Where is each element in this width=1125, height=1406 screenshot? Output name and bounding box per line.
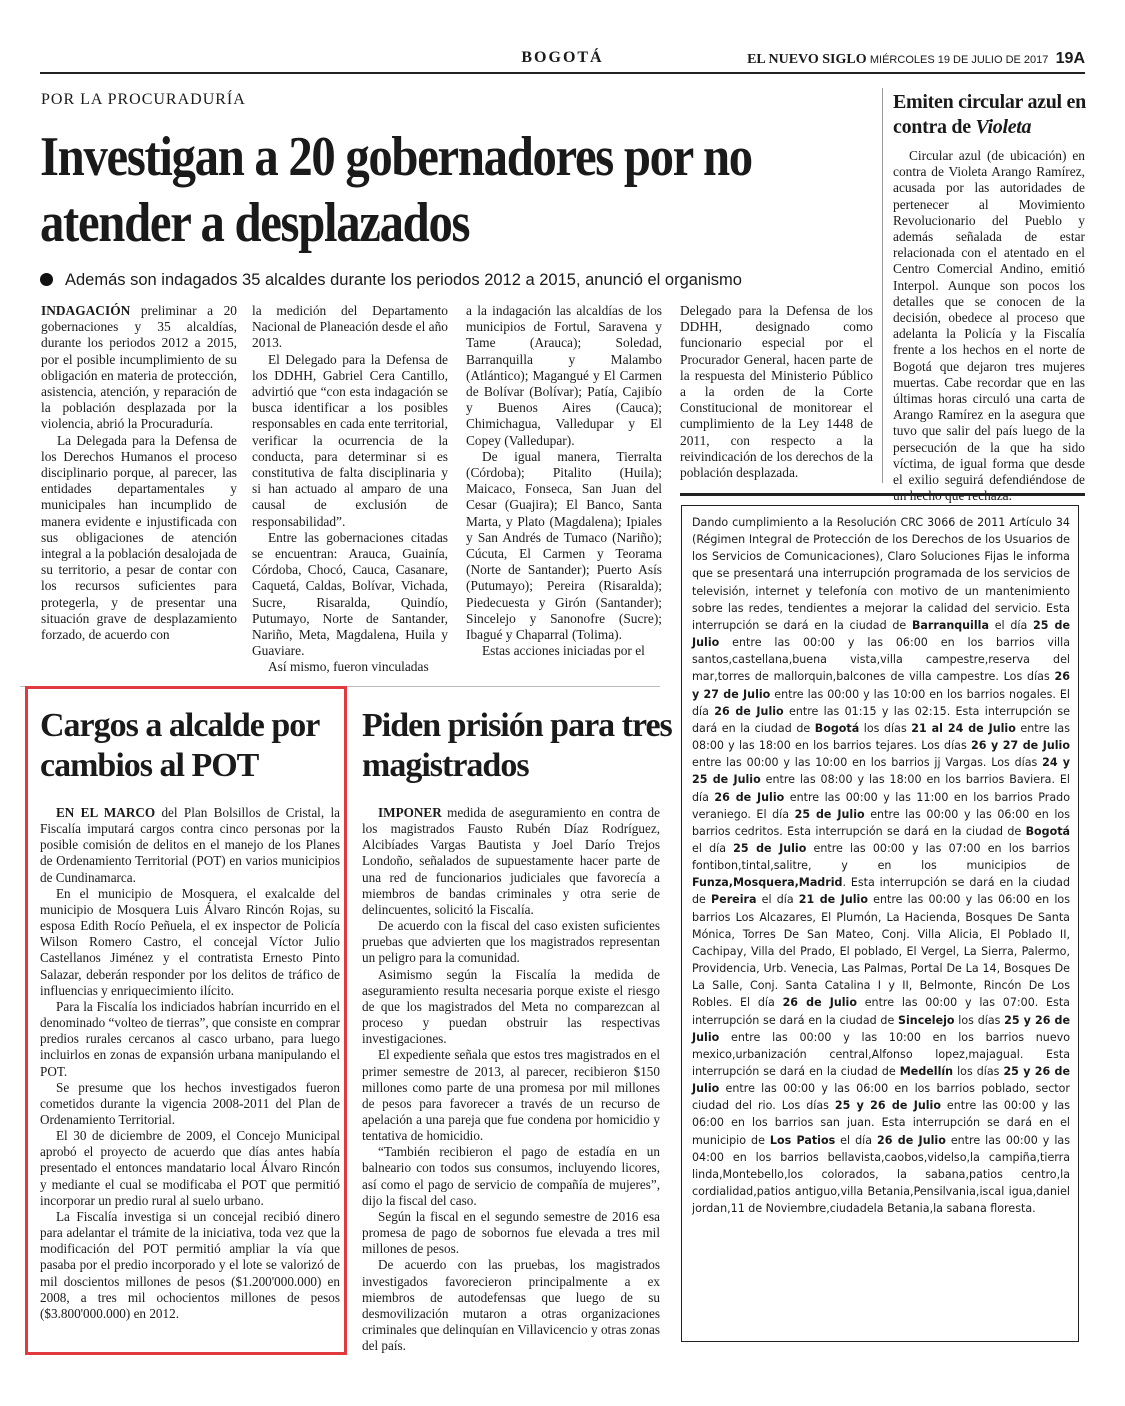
page-number: 19A — [1055, 50, 1085, 67]
notice-text: entre las 00:00 y las 06:00 en los barrios cedritos. Esta interrupción se dará en la ciudad de — [692, 807, 1070, 838]
sidebar-divider — [882, 88, 883, 483]
notice-highlight: 25 de Julio — [692, 618, 1070, 650]
sidebar-paragraph: Circular azul (de ubicación) en contra de Violeta Arango Ramírez, acusada por las autoridades de pertenecer al Movimiento Revolucionario del Pueblo y además señalada de estar relacionada con el atentado en el Centro Comercial Andino, emitió Interpol. Aunque son pocos los detalles que se conocen de la decisión, obedece al proceso que adelanta la Policía y la Fiscalía frente a los hechos en el norte de Bogotá que dejaron tres mujeres muertas. Cabe recordar que en las últimas horas circuló una carta de Arango Ramírez en la asegura que tuvo que salir del país luego de la persecución de la que ha sido víctima, de igual forma que desde el exilio seguirá defendiéndose de un hecho que rechaza. — [893, 148, 1085, 504]
main-subhead-text: Además son indagados 35 alcaldes durante los periodos 2012 a 2015, anunció el organismo — [65, 271, 742, 289]
service-notice — [681, 505, 1079, 1342]
notice-highlight: 26 de Julio — [714, 790, 785, 804]
notice-text: entre las 08:00 y las 18:00 en los barrios Baviera. El día — [692, 773, 1070, 804]
alcalde-paragraph: La Fiscalía investiga si un concejal recibió dinero para adelantar el trámite de la iniciativa, toda vez que la modificación del POT permitió ampliar la vía que pasaba por el predio incorporado y el lote se valorizó de mil doscientos millones de pesos ($1.200'000.000) en 2008, a tres mil ochocientos millones de pesos ($3.800'000.000) en 2012. — [40, 1208, 340, 1321]
prision-paragraph: De acuerdo con las pruebas, los magistrados investigados favorecieron principalmente a ex miembros de autodefensas que luego de su desmovilización mutaron a otras organizaciones criminales que delinquían en Villavicencio y otras zonas del país. — [362, 1257, 660, 1354]
notice-text: entre las 00:00 y las 07:00. Esta interrupción se dará en la ciudad de — [692, 996, 1070, 1027]
main-paragraph: El Delegado para la Defensa de los DDHH, Gabriel Cera Cantillo, advirtió que “con esta indagación se busca identificar a los posibles responsables en cada ente territorial, verificar la ocurrencia de la conducta, para determinar si es constitutiva de falta disciplinaria y si han actuado al amparo de una causal de exclusión de responsabilidad”. — [252, 351, 448, 529]
sidebar-headline — [893, 90, 1088, 140]
header-rule — [40, 72, 1085, 74]
alcalde-paragraph: En el municipio de Mosquera, el exalcalde del municipio de Mosquera Luis Álvaro Rincón Rojas, su esposa Edith Rocío Peñuela, el ex inspector de Policía Wilson Romero Castro, el concejal Víctor Julio Castellanos Jiménez y el contratista Ernesto Pinto Salazar, deberán responder por los delitos de tráfico de influencias y enriquecimiento ilícito. — [40, 885, 340, 998]
notice-text: entre las 00:00 y las 06:00 en los barrios san juan. Esta interrupción se dará en el municipio de — [692, 1099, 1070, 1147]
notice-text: entre las 00:00 y las 06:00 en los barrios poblado, sector ciudad del rio. Los días — [692, 1082, 1070, 1113]
sidebar-headline-name: Violeta — [975, 116, 1032, 138]
main-paragraph: De igual manera, Tierralta (Córdoba); Pitalito (Huila); Maicaco, Fonseca, San Juan del Cesar (Guajira); El Banco, Santa Marta, y Plato (Magdalena); Ipiales y San Andrés de Tumaco (Nariño); Cúcuta, El Carmen y Teorama (Norte de Santander); Puerto Asís (Putumayo); Pereira (Risaralda); Piedecuesta y Girón (Santander); Sincelejo y Sanonofre (Sucre); Ibagué y Chaparral (Tolima). — [466, 448, 662, 643]
notice-text: . Esta interrupción se dará en la ciudad de — [692, 876, 1070, 907]
notice-highlight: Pereira — [711, 893, 757, 907]
paragraph-text: del Plan Bolsillos de Cristal, la Fiscalía imputará cargos contra cinco personas por la posible comisión de delitos en el manejo de los Planes de Ordenamiento Territorial (POT) en varios municipios de Cundinamarca. — [40, 805, 340, 885]
main-paragraph: Estas acciones iniciadas por el — [482, 643, 645, 659]
newspaper-name: EL NUEVO SIGLO — [747, 52, 867, 67]
notice-highlight: 26 de Julio — [877, 1133, 946, 1147]
notice-text: el día — [835, 1133, 877, 1147]
notice-text: entre las 00:00 y las 10:00 en los barrios jj Vargas. Los días — [692, 756, 1043, 770]
main-paragraph: a la indagación las alcaldías de los municipios de Fortul, Saravena y Tame (Arauca); Soledad, Barranquilla y Malambo (Atlántico); Magangué y El Carmen de Bolívar (Bolívar); Patía, Cajibío y Buenos Aires (Cauca); Chimichagua, Valledupar y El Copey (Valledupar). — [466, 303, 662, 448]
alcalde-paragraph: Se presume que los hechos investigados fueron cometidos durante la vigencia 2008-2011 del Plan de Ordenamiento Territorial. — [40, 1079, 340, 1127]
notice-text: entre las 08:00 y las 18:00 en los barrios tejares. Los días — [692, 721, 1070, 753]
notice-highlight: 26 y 27 de Julio — [692, 670, 1070, 701]
main-subhead — [40, 271, 870, 290]
main-kicker: POR LA PROCURADURÍA — [41, 91, 246, 108]
notice-highlight: Barranquilla — [911, 618, 989, 632]
alcalde-headline: Cargos a alcalde por cambios al POT — [40, 707, 319, 784]
main-paragraph — [41, 303, 237, 433]
notice-text: entre las 01:15 y las 02:15. Esta interrupción se dará en la ciudad de — [692, 704, 1070, 735]
notice-text: entre las 00:00 y las 10:00 en los barrios nuevo mexico,urbanización central,Alfonso lopez,majagual. Esta interrupción se dará en la ciudad de — [692, 1030, 1070, 1078]
notice-highlight: 26 de Julio — [782, 996, 857, 1010]
main-paragraph: Así mismo, fueron vinculadas — [268, 659, 429, 675]
alcalde-paragraph: Para la Fiscalía los indiciados habrían incurrido en el denominado “volteo de tierras”, que consiste en comprar predios rurales cercanos al casco urbano, para luego incluirlos en zonas de expansión urbana manipulando el POT. — [40, 998, 340, 1079]
notice-highlight: 25 y 26 de Julio — [692, 1065, 1070, 1096]
notice-highlight: Funza,Mosquera,Madrid — [692, 876, 843, 890]
prision-paragraph: El expediente señala que estos tres magistrados en el primer semestre de 2013, al parecer, recibieron $150 millones como parte de una promesa por mil millones de pesos para favorecer a través de un recurso de apelación a una pareja que fue condena por homicidio y tentativa de homicidio. — [362, 1047, 660, 1144]
section-name: BOGOTÁ — [521, 49, 604, 66]
notice-highlight: 25 de Julio — [794, 807, 865, 821]
bullet-icon — [40, 273, 53, 286]
notice-highlight: 21 al 24 de Julio — [911, 721, 1016, 735]
notice-text: entre las 00:00 y las 04:00 en los barrios bellavista,caobos,videlso,la campiña,tierra linda,Montebello,los colorados, la sabana,patios centro,la cordialidad,patios antiguo,villa Betania,Pensilvania,iscal igua,daniel jordan,11 de Noviembre,ciudadela Betania,la sabana floresta. — [692, 1133, 1070, 1216]
prision-paragraph: Asimismo según la Fiscalía la medida de aseguramiento resulta necesaria porque existe el riesgo de que los magistrados del Meta no comparezcan al proceso y puedan obstruir las respectivas investigaciones. — [362, 966, 660, 1047]
prision-paragraph — [362, 805, 660, 918]
notice-text: los días — [953, 1065, 1004, 1078]
main-column-4 — [680, 303, 873, 481]
notice-highlight: 21 de Julio — [798, 893, 868, 907]
paragraph-text: preliminar a 20 gobernaciones y 35 alcaldías, durante los periodos 2012 a 2015, por el posible incumplimiento de su obligación en materia de protección, asistencia, atención, y reparación de la población desplazada por la violencia, abrió la Procuraduría. — [41, 303, 237, 432]
notice-highlight: Bogotá — [814, 721, 860, 735]
lead-word: INDAGACIÓN — [41, 303, 131, 318]
paragraph-text: medida de aseguramiento en contra de los magistrados Fausto Rubén Díaz Rodríguez, Alcibíades Vargas Bautista y Joel Darío Trejos Londoño, señalados de supuestamente hacer parte de una red de funcionarios judiciales que favorecía a miembros de bandas criminales y otra serie de delincuentes, solicitó la Fiscalía. — [362, 805, 660, 917]
notice-text: Dando cumplimiento a la Resolución CRC 3066 de 2011 Artículo 34 (Régimen Integral de Protección de los Derechos de los Usuarios de los Servicios de Comunicaciones), Claro Soluciones Fijas le informa que se presentará una interrupción programada de los servicios de televisión, internet y telefonía con motivo de un mantenimiento sobre las redes, tendientes a mejorar la calidad del servicio. Esta interrupción se dará en la ciudad de — [692, 516, 1070, 632]
notice-text: entre las 00:00 y las 10:00 en los barrios nogales. El día — [692, 687, 1070, 718]
sidebar-bottom-rule — [680, 493, 1085, 496]
prision-paragraph: Según la fiscal en el segundo semestre de 2016 esa promesa de pago de sobornos fue elevada a tres mil millones de pesos. — [362, 1208, 660, 1257]
lead-word: IMPONER — [378, 805, 442, 820]
notice-text: entre las 00:00 y las 11:00 en los barrios Prado veraniego. El día — [692, 790, 1070, 821]
sidebar-headline-text: Emiten circular azul en contra de — [893, 91, 1086, 138]
prision-paragraph: “También recibieron el pago de estadía en un balneario con todos sus consumos, incluyendo licores, así como el pago de servicio de compañía de mujeres”, dijo la fiscal del caso. — [362, 1144, 660, 1208]
main-paragraph: Entre las gobernaciones citadas se encuentran: Arauca, Guainía, Córdoba, Chocó, Cauca, Casanare, Caquetá, Caldas, Bolívar, Vichada, Sucre, Risaralda, Quindío, Putumayo, Norte de Santander, Nariño, Meta, Magdalena, Huila y Guaviare. — [252, 529, 448, 659]
main-column-1 — [41, 303, 237, 643]
alcalde-body — [40, 805, 340, 1322]
alcalde-paragraph: El 30 de diciembre de 2009, el Concejo Municipal aprobó el proyecto de acuerdo que días antes había presentado el entonces mandatario local Álvaro Rincón y mediante el cual se modificaba el POT que permitió incorporar un predio rural al suelo urbano. — [40, 1128, 340, 1208]
notice-highlight: Los Patios — [769, 1133, 836, 1147]
prision-headline: Piden prisión para tres magistrados — [362, 707, 672, 784]
notice-highlight: Medellín — [899, 1065, 954, 1078]
notice-highlight: 25 de Julio — [733, 841, 807, 855]
main-column-3 — [466, 303, 662, 659]
main-paragraph: la medición del Departamento Nacional de Planeación desde el año 2013. — [252, 303, 448, 351]
masthead — [747, 50, 1085, 68]
notice-text: los días — [954, 1013, 1005, 1027]
alcalde-paragraph — [40, 805, 340, 886]
notice-text: los días — [859, 721, 912, 735]
notice-highlight: 24 y 25 de Julio — [692, 756, 1070, 787]
notice-highlight: 26 de Julio — [714, 704, 784, 718]
notice-text: entre las 00:00 y las 07:00 en los barrios fontibon,tintal,salitre, y en los municipios de — [692, 841, 1070, 873]
notice-text: el día — [756, 893, 799, 907]
notice-text: entre las 00:00 y las 06:00 en los barrios Los Alcazares, El Plumón, La Hacienda, Bosques De Santa Mónica, Torres De San Mateo, Conj. Villa Alicia, El Poblado II, Cachipay, Villa del Prado, El poblado, El Vergel, La Sierra, Palermo, Providencia, Urb. Venecia, Las Palmas, Portal De La 14, Bosques De La Salle, Conj. Santa Catalina I y II, Belmonte, Rincón De Los Robles. El día — [692, 893, 1070, 1010]
main-column-2 — [252, 303, 448, 676]
lead-word: EN EL MARCO — [56, 805, 156, 820]
sidebar-body — [893, 148, 1085, 504]
main-paragraph: La Delegada para la Defensa de los Derechos Humanos el proceso disciplinario porque, al parecer, las entidades departamentales y municipales han incumplido de manera evidente e injustificada con sus obligaciones de atención integral a la población desalojada de su territorio, a pesar de contar con los recursos suficientes para protegerla, y de presentar una situación grave de desplazamiento forzado, de acuerdo con — [41, 432, 237, 643]
notice-text: el día — [692, 841, 734, 855]
main-headline: Investigan a 20 gobernadores por no atender a desplazados — [40, 126, 752, 254]
prision-body — [362, 805, 660, 1354]
notice-text: el día — [988, 618, 1034, 632]
notice-highlight: 25 y 26 de Julio — [692, 1013, 1070, 1044]
notice-highlight: 26 y 27 de Julio — [970, 739, 1070, 753]
notice-text: entre las 00:00 y las 06:00 en los barrios villa santos,castellana,buena vista,villa campestre,reserva del mar,torres de mallorquin,balcones de villa campestre. Los días — [692, 636, 1070, 684]
notice-highlight: Bogotá — [1025, 824, 1070, 838]
issue-date: MIÉRCOLES 19 DE JULIO DE 2017 — [869, 54, 1049, 66]
main-paragraph: Delegado para la Defensa de los DDHH, designado como funcionario especial por el Procurador General, hacen parte de la respuesta del Ministerio Público a la orden de la Corte Constitucional de monitorear el cumplimiento de la Ley 1448 de 2011, con respecto a la reivindicación de los derechos de la población desplazada. — [680, 303, 873, 481]
notice-highlight: Sincelejo — [898, 1013, 955, 1027]
notice-highlight: 25 y 26 de Julio — [834, 1099, 941, 1113]
prision-paragraph: De acuerdo con la fiscal del caso existen suficientes pruebas que advierten que los magistrados representan un peligro para la comunidad. — [362, 918, 660, 966]
